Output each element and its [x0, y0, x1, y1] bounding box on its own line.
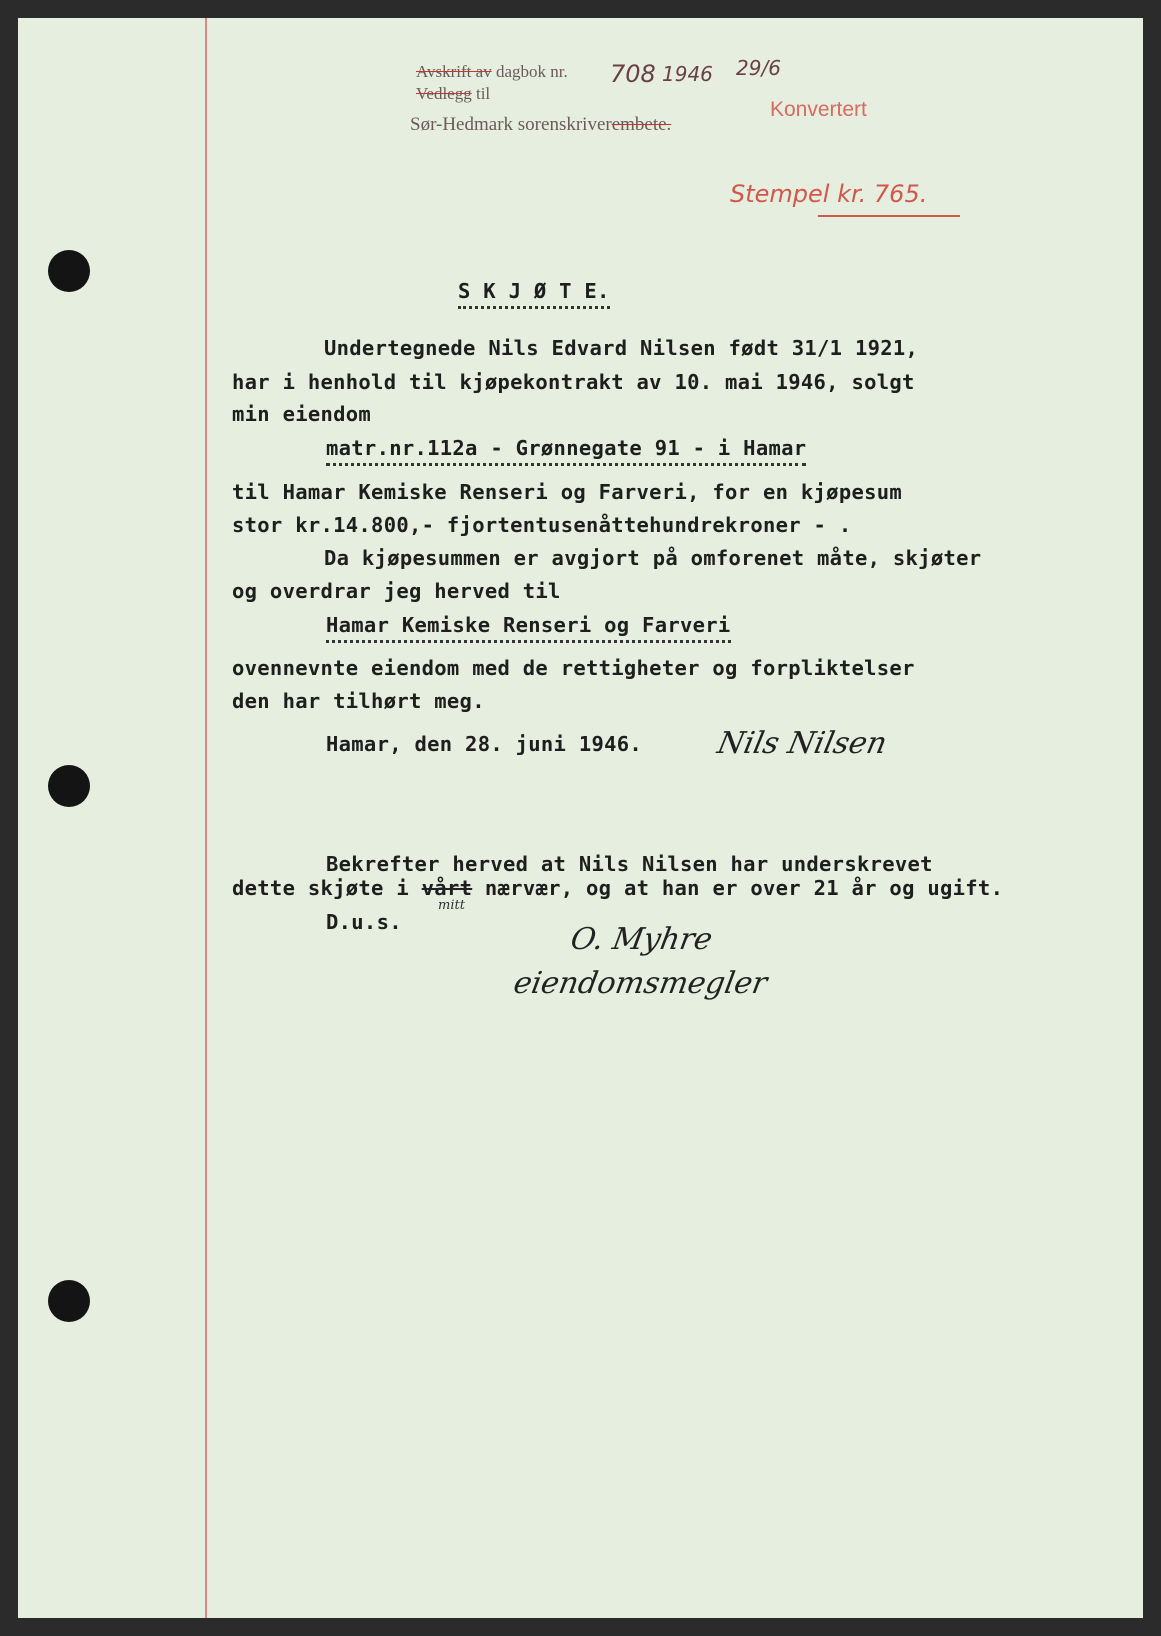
document-page: [18, 18, 1143, 1618]
text-line: den har tilhørt meg.: [232, 689, 485, 713]
diary-number: 708: [610, 60, 656, 88]
document-title: S K J Ø T E.: [458, 281, 610, 302]
stamp-struck-avskrift: Avskrift av: [416, 62, 492, 81]
stamp-line-2: [416, 84, 490, 104]
witness-title: eiendomsmegler: [510, 966, 770, 1001]
punch-hole-bottom: [48, 1280, 90, 1322]
konvertert-stamp: Konvertert: [770, 98, 867, 121]
text-line: stor kr.14.800,- fjortentusenåttehundrekroner - .: [232, 513, 852, 537]
margin-line: [205, 18, 207, 1618]
stempel-note: Stempel kr. 765.: [730, 180, 928, 208]
dus-abbreviation: D.u.s.: [326, 910, 402, 934]
handwritten-insert: mitt: [438, 898, 465, 913]
stamp-dagbok-label: dagbok nr.: [495, 62, 568, 81]
text-line: og overdrar jeg herved til: [232, 579, 561, 603]
stamp-line-1: [416, 62, 568, 82]
text-line: til Hamar Kemiske Renseri og Farveri, for en kjøpesum: [232, 480, 903, 504]
stamp-struck-vedlegg: Vedlegg: [416, 84, 472, 103]
stamp-line-3: [410, 114, 671, 136]
date-note: 29/6: [736, 56, 781, 80]
seller-signature: Nils Nilsen: [714, 726, 891, 761]
text-line: Undertegnede Nils Edvard Nilsen født 31/1 1921,: [324, 336, 919, 360]
confirmation-line: dette skjøte i vårt nærvær, og at han er over 21 år og ugift.: [232, 876, 1004, 900]
place-date: Hamar, den 28. juni 1946.: [326, 732, 643, 756]
buyer-name: Hamar Kemiske Renseri og Farveri: [326, 615, 731, 636]
text-line: har i henhold til kjøpekontrakt av 10. mai 1946, solgt: [232, 370, 915, 394]
text-line: ovennevnte eiendom med de rettigheter og forpliktelser: [232, 656, 915, 680]
punch-hole-middle: [48, 765, 90, 807]
stamp-struck-embete: embete.: [611, 114, 672, 135]
text-line: Bekrefter herved at Nils Nilsen har underskrevet: [326, 852, 933, 876]
diary-year: 1946: [662, 62, 713, 86]
text-line: min eiendom: [232, 402, 372, 426]
stamp-til: til: [475, 84, 491, 103]
stempel-underline: [818, 215, 960, 217]
stamp-court-name: Sør-Hedmark sorenskriver: [410, 114, 612, 135]
punch-hole-top: [48, 250, 90, 292]
property-designation: matr.nr.112a - Grønnegate 91 - i Hamar: [326, 438, 806, 459]
text-line: Da kjøpesummen er avgjort på omforenet måte, skjøter: [324, 546, 982, 570]
witness-signature: O. Myhre: [567, 922, 716, 957]
